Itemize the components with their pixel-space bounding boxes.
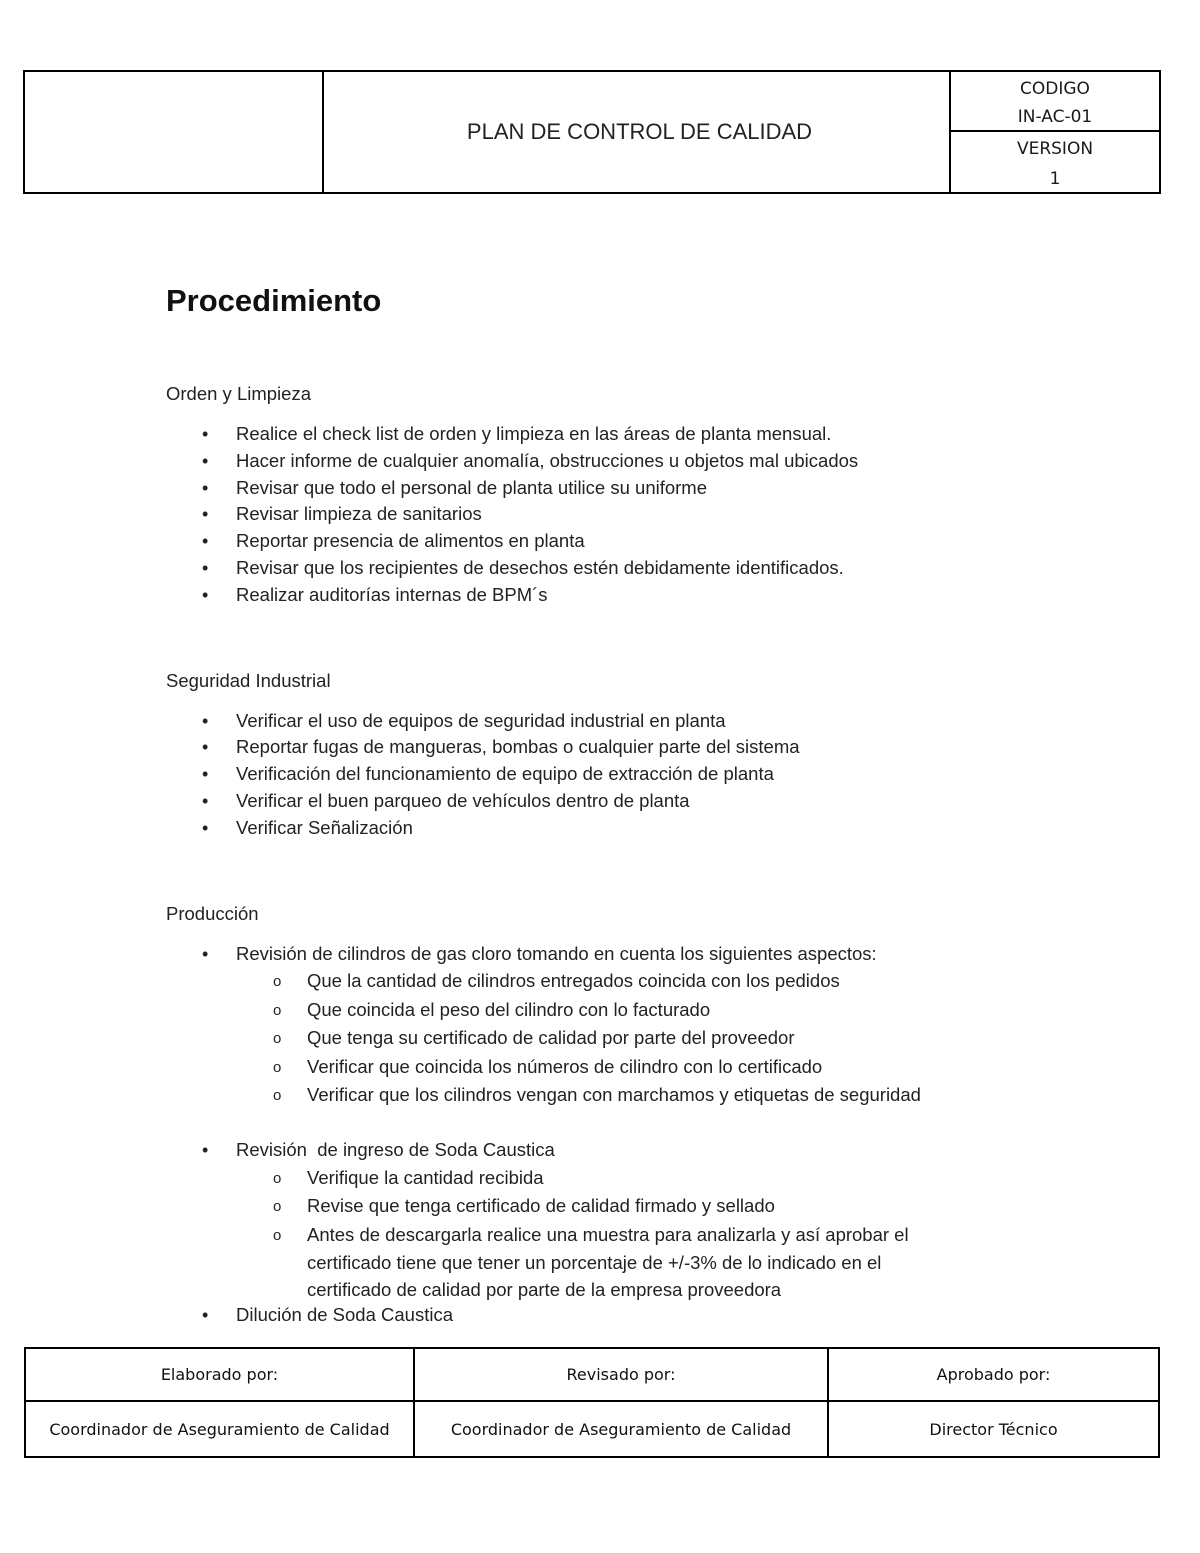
bullet-icon: • (202, 817, 209, 838)
list-item: • Verificar el buen parqueo de vehículos dentro de planta (166, 788, 1066, 815)
aprobado-value: Director Técnico (929, 1419, 1058, 1439)
circle-bullet-icon: o (273, 1030, 282, 1048)
circle-bullet-icon: o (273, 973, 282, 991)
bullet-icon: • (202, 557, 209, 578)
version-label: VERSION (1016, 139, 1094, 159)
code-label: CODIGO (1020, 79, 1090, 99)
document-meta (951, 72, 1159, 192)
revisado-value: Coordinador de Aseguramiento de Calidad (415, 1402, 829, 1456)
elaborado-value: Coordinador de Aseguramiento de Calidad (26, 1402, 415, 1456)
bullet-icon: • (202, 737, 209, 758)
circle-bullet-icon: o (273, 1058, 282, 1076)
bullet-icon: • (202, 531, 209, 552)
bullet-icon: • (202, 477, 209, 498)
aprobado-label: Aprobado por: (829, 1349, 1158, 1402)
list-item: • Verificación del funcionamiento de equipo de extracción de planta (166, 761, 1066, 788)
list-item: • Revisar limpieza de sanitarios (166, 501, 1066, 528)
bullet-icon: • (202, 1304, 209, 1325)
list-item: • Realizar auditorías internas de BPM´s (166, 582, 1066, 609)
logo-cell (25, 72, 324, 192)
list-produccion (166, 941, 1066, 1329)
sublist-cilindros (236, 967, 1066, 1110)
section-title-produccion: Producción (166, 902, 259, 924)
list-item: • Dilución de Soda Caustica (166, 1302, 1066, 1329)
bullet-icon: • (202, 790, 209, 811)
circle-bullet-icon: o (273, 1001, 282, 1019)
list-item: • Verificar Señalización (166, 815, 1066, 842)
document-header (23, 70, 1161, 194)
circle-bullet-icon: o (273, 1087, 282, 1105)
bullet-icon: • (202, 710, 209, 731)
sub-list-item: o Que tenga su certificado de calidad por parte del proveedor (166, 1024, 1066, 1053)
section-title-seguridad: Seguridad Industrial (166, 669, 331, 691)
list-item: • Hacer informe de cualquier anomalía, obstrucciones u objetos mal ubicados (166, 448, 1066, 475)
sub-list-item: o Verifique la cantidad recibida (166, 1164, 1066, 1193)
list-item: • Reportar presencia de alimentos en planta (166, 528, 1066, 555)
section-title-orden: Orden y Limpieza (166, 383, 311, 404)
bullet-icon: • (202, 584, 209, 605)
list-item: • Revisar que todo el personal de planta utilice su uniforme (166, 475, 1066, 502)
document-body (166, 278, 1066, 1328)
list-item: • Revisión de ingreso de Soda Caustica o Verifique la cantidad recibida o Revise que tenga certificado de calidad firmado y sellado o Antes de descargarla realice una muestra para analizarla y así aprobar el certificado tiene que tener un porcentaje de +/-3% de lo indicado en el certificado de calidad por parte de la empresa proveedora (166, 1137, 1066, 1302)
document-title-cell (324, 72, 951, 192)
list-item: • Revisión de cilindros de gas cloro tomando en cuenta los siguientes aspectos: o Que la cantidad de cilindros entregados coincida con los pedidos o Que coincida el peso del cilindro con lo facturado o Que tenga su certificado de calidad por parte del proveedor o Verificar que coincida los números de cilindro con lo certificado o Verificar que los cilindros vengan con marchamos y etiquetas de seguridad (166, 941, 1066, 1110)
document-title: PLAN DE CONTROL DE CALIDAD (466, 119, 813, 144)
bullet-icon: • (202, 450, 209, 471)
list-item: • Revisar que los recipientes de desechos estén debidamente identificados. (166, 555, 1066, 582)
sublist-soda (236, 1164, 1066, 1302)
bullet-icon: • (202, 1139, 209, 1160)
page-title: Procedimiento (166, 283, 382, 318)
sub-list-item: o Verificar que los cilindros vengan con marchamos y etiquetas de seguridad (166, 1081, 1066, 1110)
list-seguridad (166, 708, 1066, 842)
bullet-icon: • (202, 943, 209, 964)
list-item: • Realice el check list de orden y limpieza en las áreas de planta mensual. (166, 421, 1066, 448)
sub-list-item: o Que la cantidad de cilindros entregados coincida con los pedidos (166, 967, 1066, 996)
list-orden (166, 421, 1066, 609)
revisado-label: Revisado por: (415, 1349, 829, 1402)
version-value: 1 (1049, 169, 1061, 189)
elaborado-label: Elaborado por: (26, 1349, 415, 1402)
code-cell (951, 72, 1159, 132)
approval-table (24, 1347, 1160, 1458)
sub-list-item: o Que coincida el peso del cilindro con lo facturado (166, 996, 1066, 1025)
version-cell (951, 132, 1159, 192)
sub-list-item: o Revise que tenga certificado de calidad firmado y sellado (166, 1192, 1066, 1221)
circle-bullet-icon: o (273, 1226, 282, 1244)
code-value: IN-AC-01 (1017, 107, 1093, 127)
bullet-icon: • (202, 764, 209, 785)
sub-list-item: o Verificar que coincida los números de cilindro con lo certificado (166, 1053, 1066, 1082)
circle-bullet-icon: o (273, 1198, 282, 1216)
list-item: • Reportar fugas de mangueras, bombas o cualquier parte del sistema (166, 734, 1066, 761)
bullet-icon: • (202, 424, 209, 444)
circle-bullet-icon: o (273, 1169, 282, 1187)
list-item: • Verificar el uso de equipos de seguridad industrial en planta (166, 708, 1066, 735)
bullet-icon: • (202, 504, 209, 525)
sub-list-item: o Antes de descargarla realice una muestra para analizarla y así aprobar el certificado tiene que tener un porcentaje de +/-3% de lo indicado en el certificado de calidad por parte de la empresa proveedora (273, 1223, 909, 1300)
